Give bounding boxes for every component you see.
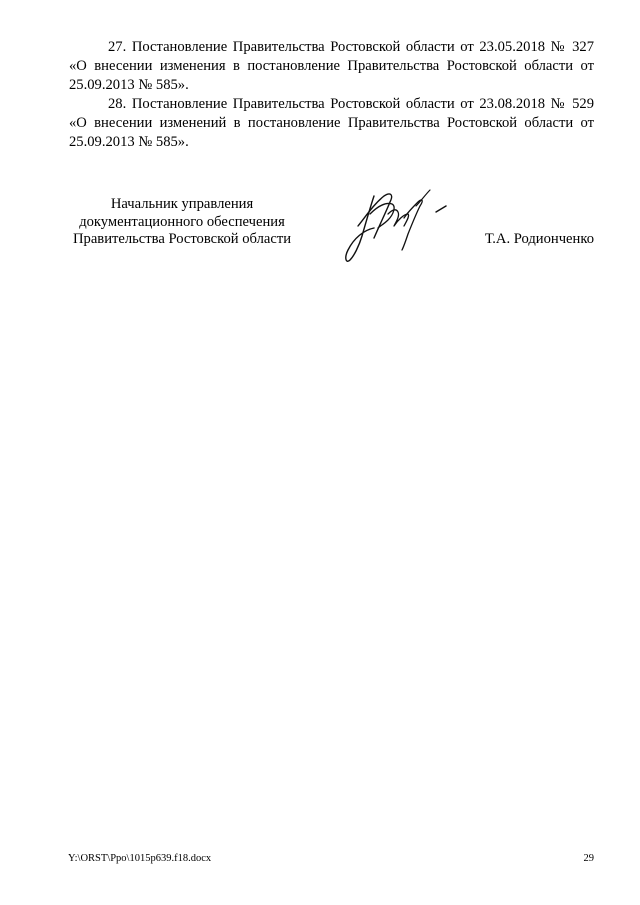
signatory-position bbox=[62, 196, 302, 249]
position-line-1: Начальник управления bbox=[110, 196, 254, 212]
position-line-2: документационного обеспечения bbox=[79, 213, 285, 230]
signatory-name: Т.А. Родионченко bbox=[484, 231, 594, 247]
list-item-28: 28. Постановление Правительства Ростовской области от 23.08.2018 № 529 «О внесении изменений в постановление Правительства Ростовской области от 25.09.2013 № 585». bbox=[69, 96, 594, 150]
position-line-3: Правительства Ростовской области bbox=[72, 231, 292, 247]
document-body bbox=[69, 38, 594, 152]
list-item-27: 27. Постановление Правительства Ростовской области от 23.05.2018 № 327 «О внесении изменения в постановление Правительства Ростовской области от 25.09.2013 № 585». bbox=[69, 39, 594, 93]
handwritten-signature-icon bbox=[340, 184, 452, 268]
page-number: 29 bbox=[583, 853, 594, 864]
footer-file-path: Y:\ORST\Ppo\1015p639.f18.docx bbox=[68, 853, 212, 864]
